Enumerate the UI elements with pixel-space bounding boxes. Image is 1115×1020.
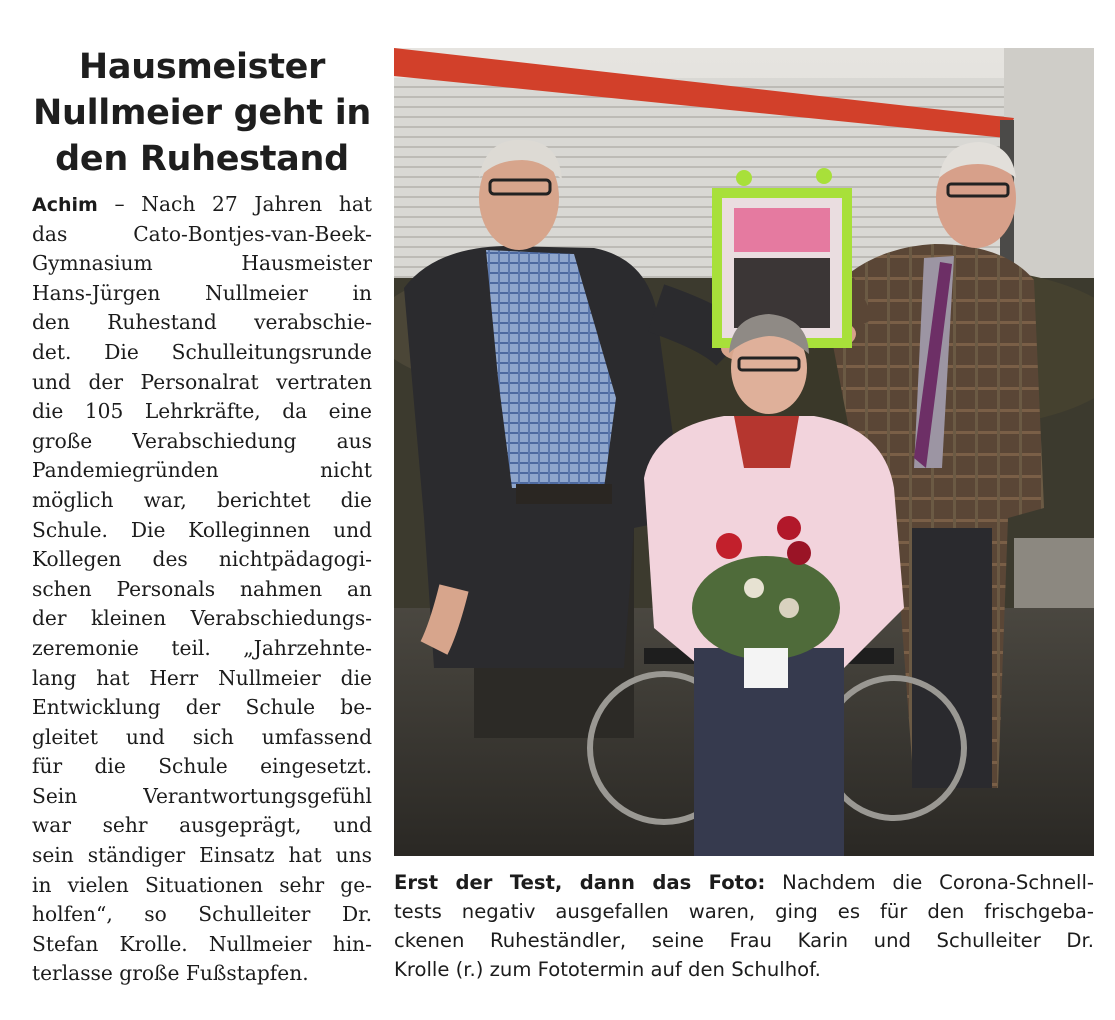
- headline-line: Hausmeister: [78, 47, 326, 87]
- photo-caption: [394, 868, 1094, 984]
- body-line: Hans-Jürgen Nullmeier in: [32, 280, 372, 305]
- body-line: terlasse große Fußstapfen.: [32, 961, 309, 986]
- body-line: große Verabschiedung aus: [32, 428, 372, 453]
- body-line: Pandemiegründen nicht: [32, 458, 372, 483]
- body-line: Schule. Die Kolleginnen und: [32, 517, 372, 542]
- caption-line: ckenen Ruheständler, seine Frau Karin und Schulleiter Dr.: [394, 929, 1094, 952]
- body-line: [32, 190, 372, 220]
- headline-line: den Ruhestand: [55, 139, 349, 179]
- article-body: [32, 190, 372, 989]
- headline-line: Nullmeier geht in: [32, 93, 372, 133]
- article-photo: [394, 48, 1094, 856]
- body-line: schen Personals nahmen an: [32, 576, 372, 601]
- body-line-text: – Nach 27 Jahren hat: [97, 192, 372, 216]
- body-line: det. Die Schulleitungsrunde: [32, 339, 372, 364]
- body-line: holfen“, so Schulleiter Dr.: [32, 902, 372, 927]
- body-line: gleitet und sich umfassend: [32, 724, 372, 749]
- photo-illustration: [394, 48, 1094, 856]
- body-line: der kleinen Verabschiedungs-: [32, 606, 372, 631]
- body-line: Gymnasium Hausmeister: [32, 251, 372, 276]
- body-line: Stefan Krolle. Nullmeier hin-: [32, 931, 372, 956]
- body-line: Kollegen des nichtpädagogi-: [32, 547, 372, 572]
- body-line: möglich war, berichtet die: [32, 487, 372, 512]
- body-line: die 105 Lehrkräfte, da eine: [32, 399, 372, 424]
- body-line: Sein Verantwortungsgefühl: [32, 783, 372, 808]
- body-line: zeremonie teil. „Jahrzehnte-: [32, 635, 372, 660]
- article-headline: [24, 44, 380, 182]
- body-line: war sehr ausgeprägt, und: [32, 813, 372, 838]
- body-line: und der Personalrat vertraten: [32, 369, 372, 394]
- body-line: das Cato-Bontjes-van-Beek-: [32, 221, 372, 246]
- dateline: Achim: [32, 194, 98, 216]
- caption-lead: Erst der Test, dann das Foto:: [394, 871, 766, 894]
- caption-line: Krolle (r.) zum Fototermin auf den Schulhof.: [394, 958, 821, 981]
- body-line: Entwicklung der Schule be-: [32, 695, 372, 720]
- body-line: den Ruhestand verabschie-: [32, 310, 372, 335]
- body-line: in vielen Situationen sehr ge-: [32, 872, 372, 897]
- body-line: für die Schule eingesetzt.: [32, 754, 372, 779]
- caption-line: [394, 868, 1094, 897]
- body-line: sein ständiger Einsatz hat uns: [32, 843, 372, 868]
- caption-text: Nachdem die Corona-Schnell-: [765, 871, 1094, 894]
- body-line: lang hat Herr Nullmeier die: [32, 665, 372, 690]
- caption-line: tests negativ ausgefallen waren, ging es für den frischgeba-: [394, 900, 1094, 923]
